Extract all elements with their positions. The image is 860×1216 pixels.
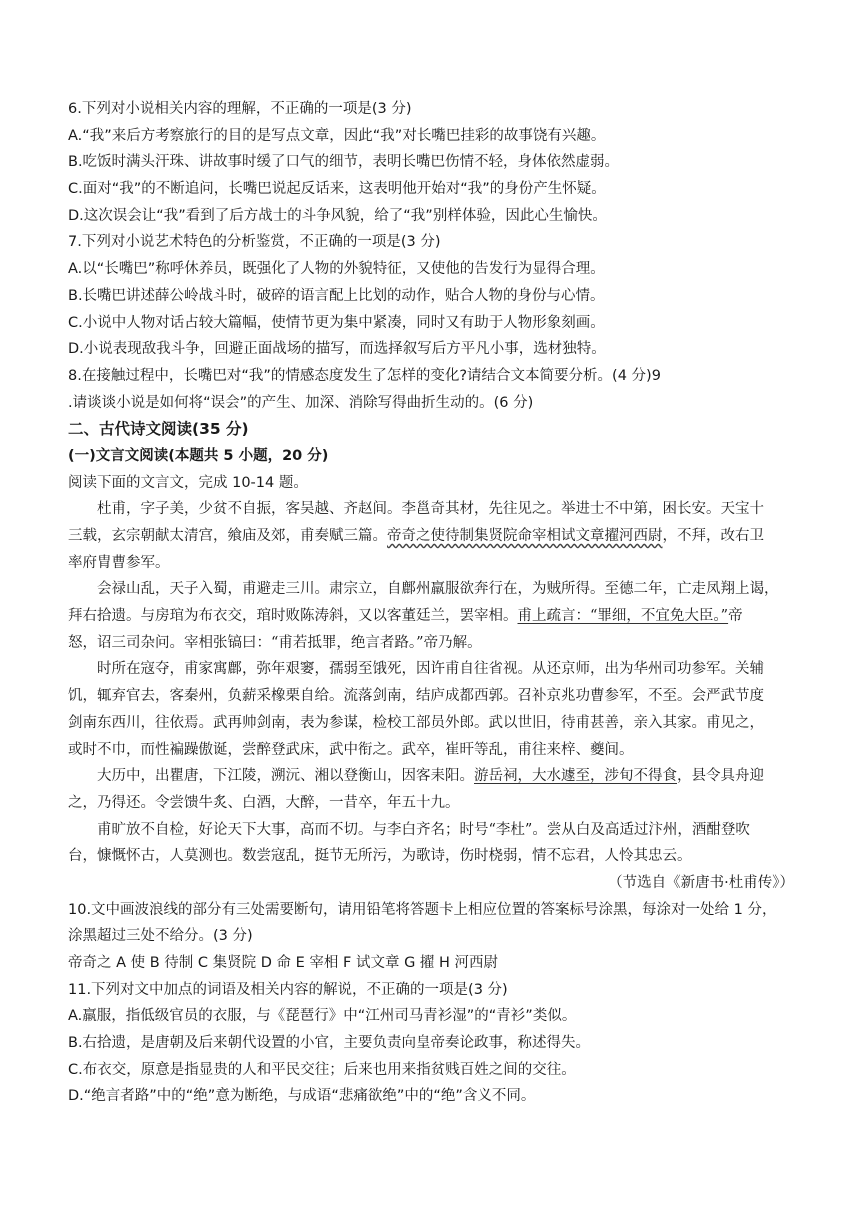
underlined-sentence: 游岳祠，大水遽至，涉旬不得食 [474,768,677,785]
passage-line: 会禄山乱，天子入蜀，甫避走三川。肃宗立，自鄜州羸服欲奔行在，为贼所得。至德二年，亡走凤翔上谒， [97,581,779,598]
classical-passage [68,496,794,896]
passage-line: 之，乃得还。令尝馈牛炙、白酒，大醉，一昔卒，年五十九。 [68,794,460,811]
question-11-stem: 11.下列对文中加点的词语及相关内容的解说，不正确的一项是(3 分) [68,981,508,998]
passage-line: 台，慷慨怀古，人莫测也。数尝寇乱，挺节无所污，为歌诗，伤时桡弱，情不忘君，人怜其忠云。 [68,848,692,865]
question-6-option-a: A.“我”来后方考察旅行的目的是写点文章，因此“我”对长嘴巴挂彩的故事饶有兴趣。 [68,127,606,144]
passage-text: ，县令具舟迎 [677,768,764,785]
question-6-stem: 6.下列对小说相关内容的理解，不正确的一项是(3 分) [68,101,412,117]
passage-line [68,523,794,550]
passage-source: （节选自《新唐书·杜甫传》） [608,874,794,891]
passage-text: 帝 [728,608,743,625]
question-6-option-b: B.吃饭时满头汗珠、讲故事时缓了口气的细节，表明长嘴巴伤情不轻，身体依然虚弱。 [68,154,620,171]
question-7-stem: 7.下列对小说艺术特色的分析鉴赏，不正确的一项是(3 分) [68,234,441,251]
passage-line [68,603,794,630]
wavy-underlined-sentence: 帝奇之使待制集贤院命宰相试文章擢河西尉 [387,528,663,544]
passage-text: 拜右拾遗。与房琯为布衣交，琯时败陈涛斜，又以客董廷兰，罢宰相。 [68,608,518,625]
question-11-option-d: D.“绝言者路”中的“绝”意为断绝，与成语“悲痛欲绝”中的“绝”含义不同。 [68,1088,536,1105]
question-10-options: 帝奇之 A 使 B 待制 C 集贤院 D 命 E 宰相 F 试文章 G 擢 H 河西尉 [68,955,499,971]
question-6-option-d: D.这次误会让“我”看到了后方战士的斗争风貌，给了“我”别样体验，因此心生愉快。 [68,207,607,224]
passage-line: 怒，诏三司杂问。宰相张镐曰：“甫若抵罪，绝言者路。”帝乃解。 [68,634,482,651]
passage-line [68,763,794,790]
passage-line: 剑南东西川，往依焉。武再帅剑南，表为参谋，检校工部员外郎。武以世旧，待甫甚善，亲入其家。甫见之， [68,714,764,731]
section-2-heading: 二、古代诗文阅读(35 分) [68,420,249,439]
question-7-option-a: A.以“长嘴巴”称呼休养员，既强化了人物的外貌特征，又使他的告发行为显得合理。 [68,261,605,278]
passage-text: 大历中，出瞿唐，下江陵，溯沅、湘以登衡山，因客耒阳。 [97,768,474,785]
passage-line: 饥，辄弃官去，客秦州，负薪采橡栗自给。流落剑南，结庐成都西郭。召补京兆功曹参军，不至。会严武节度 [68,688,764,705]
question-10-stem-cont: 涂黑超过三处不给分。(3 分) [68,928,253,945]
passage-line: 或时不巾，而性褊躁傲诞，尝醉登武床，武中衔之。武卒，崔旰等乱，甫往来梓、夔间。 [68,741,634,758]
question-7-option-c: C.小说中人物对话占较大篇幅，使情节更为集中紧凑，同时又有助于人物形象刻画。 [68,314,605,331]
question-7-option-d: D.小说表现敌我斗争，回避正面战场的描写，而选择叙写后方平凡小事，选材独特。 [68,341,606,358]
passage-line: 率府胄曹参军。 [68,554,170,571]
reading-instruction: 阅读下面的文言文，完成 10-14 题。 [68,474,308,491]
question-6-option-c: C.面对“我”的不断追问，长嘴巴说起反话来，这表明他开始对“我”的身份产生怀疑。 [68,181,606,198]
exam-page [68,96,794,1110]
passage-line: 甫旷放不自检，好论天下大事，高而不切。与李白齐名；时号“李杜”。尝从白及高适过汴州，酒酣登吹 [97,821,750,838]
passage-line: 杜甫，字子美，少贫不自振，客吴越、齐赵间。李邕奇其材，先往见之。举进士不中第，困长安。天宝十 [97,501,764,518]
subsection-1-heading: (一)文言文阅读(本题共 5 小题，20 分) [68,447,329,464]
question-9: .请谈谈小说是如何将“误会”的产生、加深、消除写得曲折生动的。(6 分) [68,394,534,411]
passage-text: 三载，玄宗朝献太清宫，飨庙及郊，甫奏赋三篇。 [68,528,387,544]
question-11-option-a: A.羸服，指低级官员的衣服，与《琵琶行》中“江州司马青衫湿”的“青衫”类似。 [68,1008,577,1025]
question-8: 8.在接触过程中，长嘴巴对“我”的情感态度发生了怎样的变化?请结合文本简要分析。(4 分)9 [68,367,661,384]
question-10-stem: 10.文中画波浪线的部分有三处需要断句，请用铅笔将答题卡上相应位置的答案标号涂黑，每涂对一处给 1 分， [68,901,777,918]
question-7-option-b: B.长嘴巴讲述薛公岭战斗时，破碎的语言配上比划的动作，贴合人物的身份与心情。 [68,287,605,304]
passage-line: 时所在寇夺，甫家寓鄜，弥年艰窭，孺弱至饿死，因许甫自往省视。从还京师，出为华州司功参军。关辅 [97,661,764,678]
question-11-option-c: C.布衣交，原意是指显贵的人和平民交往；后来也用来指贫贱百姓之间的交往。 [68,1061,576,1078]
underlined-sentence: 甫上疏言：“罪细，不宜免大臣。” [517,608,729,625]
passage-text: ，不拜，改右卫 [662,528,764,544]
question-11-option-b: B.右拾遗，是唐朝及后来朝代设置的小官，主要负责向皇帝奏论政事，称述得失。 [68,1035,591,1052]
